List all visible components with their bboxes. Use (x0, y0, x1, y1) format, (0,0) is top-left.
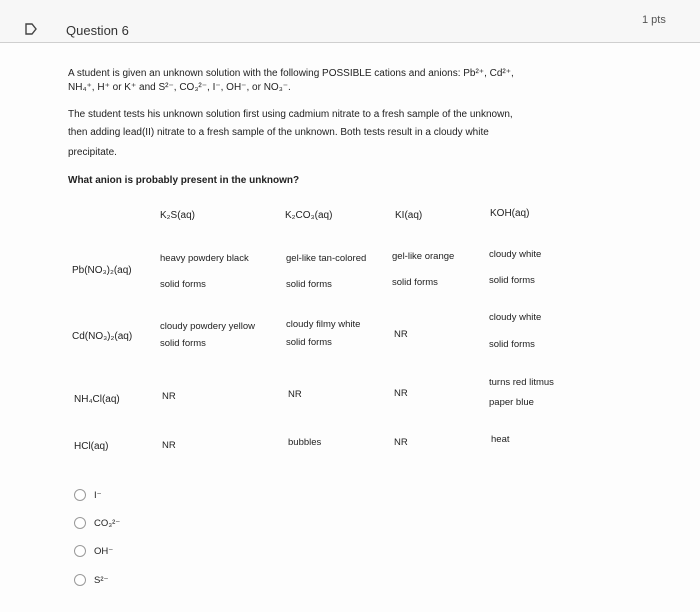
question-prompt: What anion is probably present in the unknown? (68, 175, 300, 186)
table-cell: NR (162, 440, 176, 451)
table-cell: gel-like tan-colored (286, 253, 367, 264)
table-cell: heat (491, 434, 510, 445)
question-text-para2-line3: precipitate. (68, 147, 117, 158)
table-cell: NR (394, 437, 408, 448)
answer-option-carbonate[interactable] (74, 517, 120, 529)
question-text-para2-line1: The student tests his unknown solution first using cadmium nitrate to a fresh sample of the unknown, (68, 109, 513, 120)
flag-icon[interactable] (24, 22, 38, 36)
table-cell: NR (394, 388, 408, 399)
row-header-nh4cl: NH₄Cl(aq) (74, 394, 120, 405)
table-cell: gel-like orange (392, 251, 455, 262)
points-label: 1 pts (642, 14, 666, 26)
table-cell: solid forms (160, 338, 206, 349)
table-cell: paper blue (489, 397, 534, 408)
table-cell: solid forms (160, 279, 206, 290)
table-cell: solid forms (286, 337, 332, 348)
question-title: Question 6 (66, 23, 129, 38)
table-cell: solid forms (489, 275, 535, 286)
row-header-cdno3: Cd(NO₃)₂(aq) (72, 331, 133, 342)
option-label: OH⁻ (94, 545, 114, 557)
question-text-line2: NH₄⁺, H⁺ or K⁺ and S²⁻, CO₃²⁻, I⁻, OH⁻, or NO₃⁻. (68, 82, 291, 93)
radio-button[interactable] (74, 489, 86, 501)
column-header-koh: KOH(aq) (490, 208, 530, 219)
table-cell: solid forms (489, 339, 535, 350)
column-header-ki: KI(aq) (395, 210, 423, 221)
question-text-line1: A student is given an unknown solution with the following POSSIBLE cations and anions: Pb²⁺, Cd²⁺, (68, 68, 514, 79)
table-cell: bubbles (288, 437, 322, 448)
table-cell: cloudy powdery yellow (160, 321, 256, 332)
table-cell: cloudy white (489, 312, 542, 323)
table-cell: cloudy white (489, 249, 542, 260)
table-cell: NR (162, 391, 176, 402)
table-cell: cloudy filmy white (286, 319, 361, 330)
table-cell: turns red litmus (489, 377, 554, 388)
row-header-pbno3: Pb(NO₃)₂(aq) (72, 265, 132, 276)
option-label: I⁻ (94, 489, 102, 501)
table-cell: solid forms (392, 277, 438, 288)
option-label: CO₃²⁻ (94, 517, 121, 529)
option-label: S²⁻ (94, 574, 109, 586)
radio-button[interactable] (74, 574, 86, 586)
table-cell: heavy powdery black (160, 253, 249, 264)
radio-button[interactable] (74, 517, 86, 529)
answer-option-hydroxide[interactable] (74, 545, 113, 557)
radio-button[interactable] (74, 545, 86, 557)
table-cell: NR (288, 389, 302, 400)
column-header-k2co3: K₂CO₃(aq) (285, 210, 333, 221)
question-text-para2-line2: then adding lead(II) nitrate to a fresh sample of the unknown. Both tests result in a cloudy white (68, 127, 489, 138)
column-header-k2s: K₂S(aq) (160, 210, 196, 221)
answer-option-sulfide[interactable] (74, 574, 109, 586)
table-cell: NR (394, 329, 408, 340)
row-header-hcl: HCl(aq) (74, 441, 109, 452)
table-cell: solid forms (286, 279, 332, 290)
answer-option-iodide[interactable] (74, 489, 102, 501)
